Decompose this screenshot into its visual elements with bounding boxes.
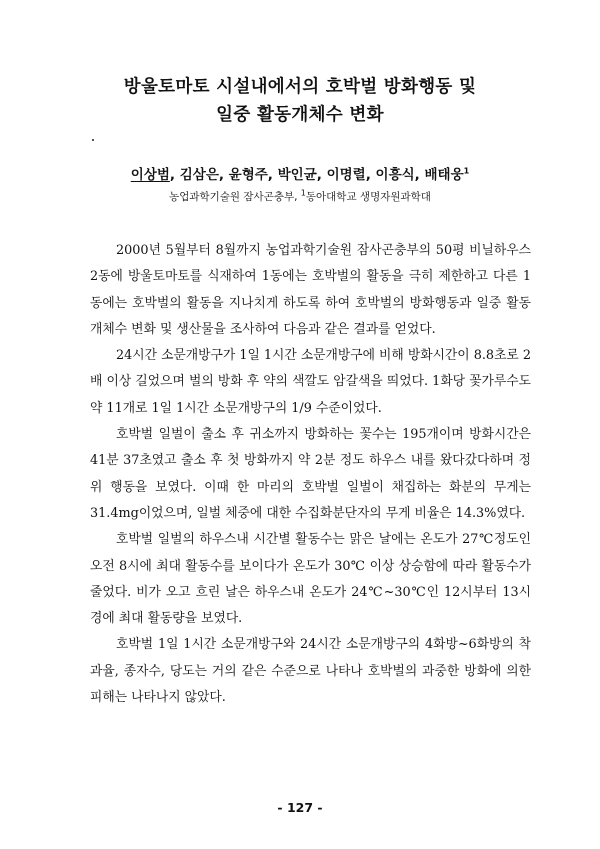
page-number: - 127 -	[277, 800, 323, 815]
affiliation-mark: 1	[300, 188, 306, 198]
paragraph-1: 2000년 5월부터 8월까지 농업과학기술원 잠사곤충부의 50평 비닐하우스 2동에 방울토마토를 식재하여 1동에는 호박벌의 활동을 극히 제한하고 다른 1동에는 호박벌의 활동을 지나치게 하도록 하여 호박벌의 방화행동과 일중 활동개체수 변화 및 생산물을 조사하여 다음과 같은 결과를 얻었다.	[90, 243, 531, 337]
author-list	[60, 163, 540, 183]
abstract-body	[90, 238, 531, 711]
paper-title-line-2: 일중 활동개체수 변화	[216, 105, 384, 125]
affiliation-second: 동아대학교 생명자원과학대	[305, 191, 431, 203]
paragraph-5: 호박벌 1일 1시간 소문개방구와 24시간 소문개방구의 4화방~6화방의 착과율, 종자수, 당도는 거의 같은 수준으로 나타나 호박벌의 과중한 방화에 의한 피해는 나타나지 않았다.	[90, 637, 531, 706]
affiliation-main: 농업과학기술원 잠사곤충부,	[169, 191, 301, 203]
author-affiliation-mark: 1	[463, 166, 470, 176]
other-authors: , 김삼은, 윤형주, 박인균, 이명렬, 이흥식, 배태웅	[169, 167, 464, 183]
paragraph-2: 24시간 소문개방구가 1일 1시간 소문개방구에 비해 방화시간이 8.8초로 2배 이상 길었으며 벌의 방화 후 약의 색깔도 암갈색을 띄었다. 1화당 꽃가루수도 약 11개로 1일 1시간 소문개방구의 1/9 수준이었다.	[90, 348, 532, 416]
paragraph-4: 호박벌 일벌의 하우스내 시간별 활동수는 맑은 날에는 온도가 27℃정도인 오전 8시에 최대 활동수를 보이다가 온도가 30℃ 이상 상승함에 따라 활동수가 줄었다. 비가 오고 흐린 날은 하우스내 온도가 24℃~30℃인 12시부터 13시경에 최대 활동량을 보였다.	[90, 532, 531, 627]
stray-dot-mark	[92, 139, 94, 141]
paper-title-line-1: 방울토마토 시설내에서의 호박벌 방화행동 및	[123, 77, 477, 97]
affiliation-line	[60, 189, 540, 204]
paragraph-3: 호박벌 일벌이 출소 후 귀소까지 방화하는 꽃수는 195개이며 방화시간은 41분 37초였고 출소 후 첫 방화까지 약 2분 정도 하우스 내를 왔다갔다하며 정위 행동을 보였다. 이때 한 마리의 호박벌 일벌이 채집하는 화분의 무게는 31.4mg이었으며, 일벌 체중에 대한 수집화분단자의 무게 비율은 14.3%였다.	[90, 427, 531, 521]
first-author: 이상범	[130, 167, 170, 183]
